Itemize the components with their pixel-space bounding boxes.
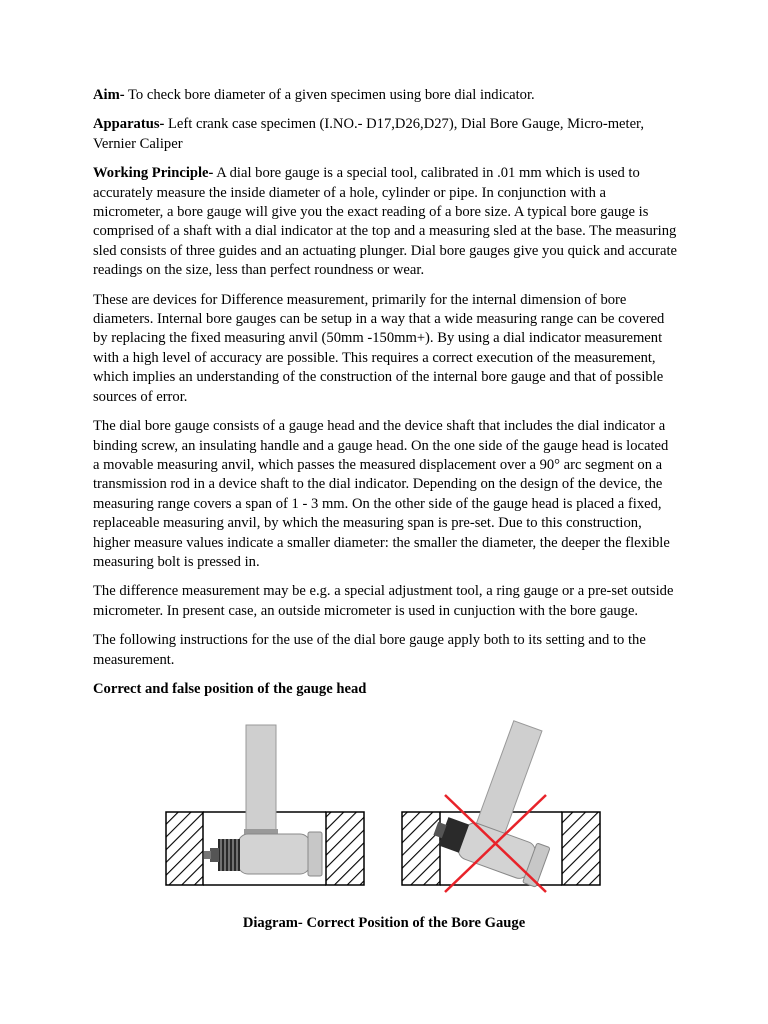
aim-text: To check bore diameter of a given specimen using bore dial indicator. (124, 87, 535, 103)
working-principle-paragraph (93, 164, 678, 280)
apparatus-text: Left crank case specimen (I.NO.- D17,D26,D27), Dial Bore Gauge, Micro-meter, Vernier Caliper (93, 116, 644, 152)
document-body (93, 86, 678, 699)
body-paragraph: The difference measurement may be e.g. a special adjustment tool, a ring gauge or a pre-set outside micrometer. In present case, an outside micrometer is used in cunjuction with the bore gauge. (93, 583, 674, 619)
section-heading: Correct and false position of the gauge head (93, 680, 367, 697)
bore-wall-left (166, 812, 203, 885)
false-position-figure (402, 721, 600, 892)
apparatus-paragraph (93, 115, 678, 154)
bore-wall-right (562, 812, 600, 885)
gauge-shaft (246, 725, 276, 833)
bore-wall-left (402, 812, 440, 885)
body-paragraph: The following instructions for the use of the dial bore gauge apply both to its setting and to the measurement. (93, 632, 646, 668)
aim-label: Aim- (93, 87, 125, 103)
working-principle-label: Working Principle- (93, 165, 214, 182)
gauge-position-diagram (160, 715, 610, 895)
body-paragraph: The dial bore gauge consists of a gauge head and the device shaft that includes the dial indicator a binding screw, an insulating handle and a gauge head. On the one side of the gauge head is located a movable measuring anvil, which passes the measured displacement over a 90° arc segment on a transmission rod in a device shaft to the dial indicator. Depending on the design of the device, the measuring range covers a span of 1 - 3 mm. On the other side of the gauge head is placed a fixed, replaceable measuring anvil, by which the measuring span is pre-set. Due to this construction, higher measure values indicate a smaller diameter: the smaller the diameter, the deeper the flexible measuring bolt is pressed in. (93, 418, 670, 570)
bore-wall-right (326, 812, 364, 885)
diagram-caption: Diagram- Correct Position of the Bore Gauge (242, 915, 526, 931)
apparatus-label: Apparatus- (93, 116, 165, 133)
gauge-head (238, 834, 310, 874)
body-paragraph: These are devices for Difference measurement, primarily for the internal dimension of bore diameters. Internal bore gauges can be setup in a way that a wide measuring range can be covered by replacing the fixed measuring anvil (50mm -150mm+). By using a dial indicator measurement with a high level of accuracy are possible. This requires a correct execution of the measurement, which implies an understanding of the construction of the internal bore gauge and that of possible sources of error. (93, 291, 665, 405)
gauge-shaft (476, 721, 542, 835)
working-principle-text: A dial bore gauge is a special tool, calibrated in .01 mm which is used to accurately measure the inside diameter of a hole, cylinder or pipe. In conjunction with a micrometer, a bore gauge will give you the exact reading of a bore size. A typical bore gauge is comprised of a shaft with a dial indicator at the top and a measuring sled at the base. The measuring sled consists of three guides and an actuating plunger. Dial bore gauges give you quick and accurate readings on the size, less than perfect roundness or wear. (93, 165, 677, 279)
aim-paragraph (93, 86, 678, 105)
correct-position-figure (166, 725, 364, 885)
